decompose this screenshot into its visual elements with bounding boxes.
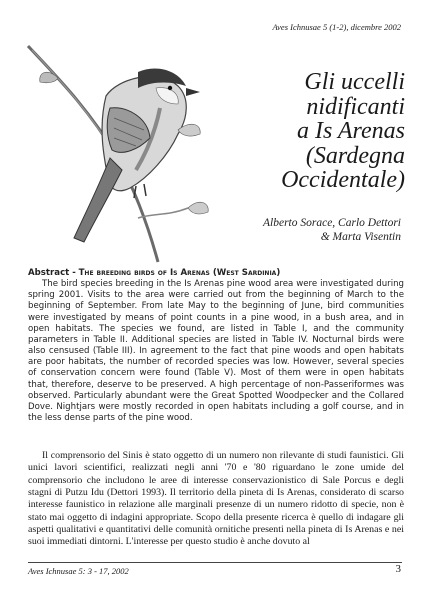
abstract-section bbox=[28, 268, 404, 424]
journal-header: Aves Ichnusae 5 (1-2), dicembre 2002 bbox=[272, 22, 401, 32]
authors bbox=[181, 216, 401, 244]
title-line: nidificanti bbox=[306, 93, 405, 120]
footer-citation: Aves Ichnusae 5: 3 - 17, 2002 bbox=[28, 566, 129, 576]
abstract-paragraph: The bird species breeding in the Is Arenas pine wood area were investigated during spring 2001. Visits to the area were carried out from the beginning of March to the beginning of September. From late May to the beginning of June, bird communities were investigated by means of point counts in a pine wood, in a bush area, and in open habitats. The species we found, are listed in Table I, and the community parameters in Table II. Additional species are listed in Table IV. Nocturnal birds were also censused (Table III). In agreement to the fact that pine woods and open habitats are poor habitats, the number of recorded species was low. However, several species of conservation concern were found (Table V). Most of them were in open habitats that, therefore, deserve to be preserved. A high percentage of non-Passeriformes was observed. Particularly abundant were the Great Spotted Woodpecker and the Collared Dove. Nightjars were mostly recorded in open habitats including a golf course, and in the less dense parts of the pine wood. bbox=[28, 279, 404, 424]
title-line: (Sardegna bbox=[305, 142, 405, 169]
abstract-label: Abstract - bbox=[28, 268, 76, 278]
page-number: 3 bbox=[395, 563, 401, 575]
title-line: a Is Arenas bbox=[297, 118, 405, 144]
title-line: Gli uccelli bbox=[304, 69, 405, 95]
abstract-english-title: The breeding birds of Is Arenas (West Sardinia) bbox=[78, 268, 281, 278]
article-title bbox=[205, 70, 405, 193]
footer-divider bbox=[28, 562, 402, 563]
title-line: Occidentale) bbox=[281, 167, 405, 193]
authors-line: & Marta Visentin bbox=[320, 231, 401, 243]
authors-line: Alberto Sorace, Carlo Dettori bbox=[263, 217, 401, 229]
body-section bbox=[28, 450, 404, 549]
body-paragraph: Il comprensorio del Sinis è stato oggetto di un numero non rilevante di studi faunistici. Gli unici lavori scientifici, realizzati negli anni '70 e '80 riguardano le zone umide del comprensorio che includono le aree di interesse conservazionistico di Sale Porcus e degli stagni di Putzu Idu (Dettori 1993). Il territorio della pineta di Is Arenas, considerato di scarso interesse faunistico in relazione alle marginali presenze di un numero ridotto di specie, non è stato mai oggetto di indagini appropriate. Scopo della presente ricerca è quello di indagare gli aspetti qualitativi e quantitativi delle comunità ornitiche presenti nella pineta di Is Arenas e nei suoi immediati dintorni. L'interesse per questo studio è anche dovuto al bbox=[28, 450, 404, 548]
